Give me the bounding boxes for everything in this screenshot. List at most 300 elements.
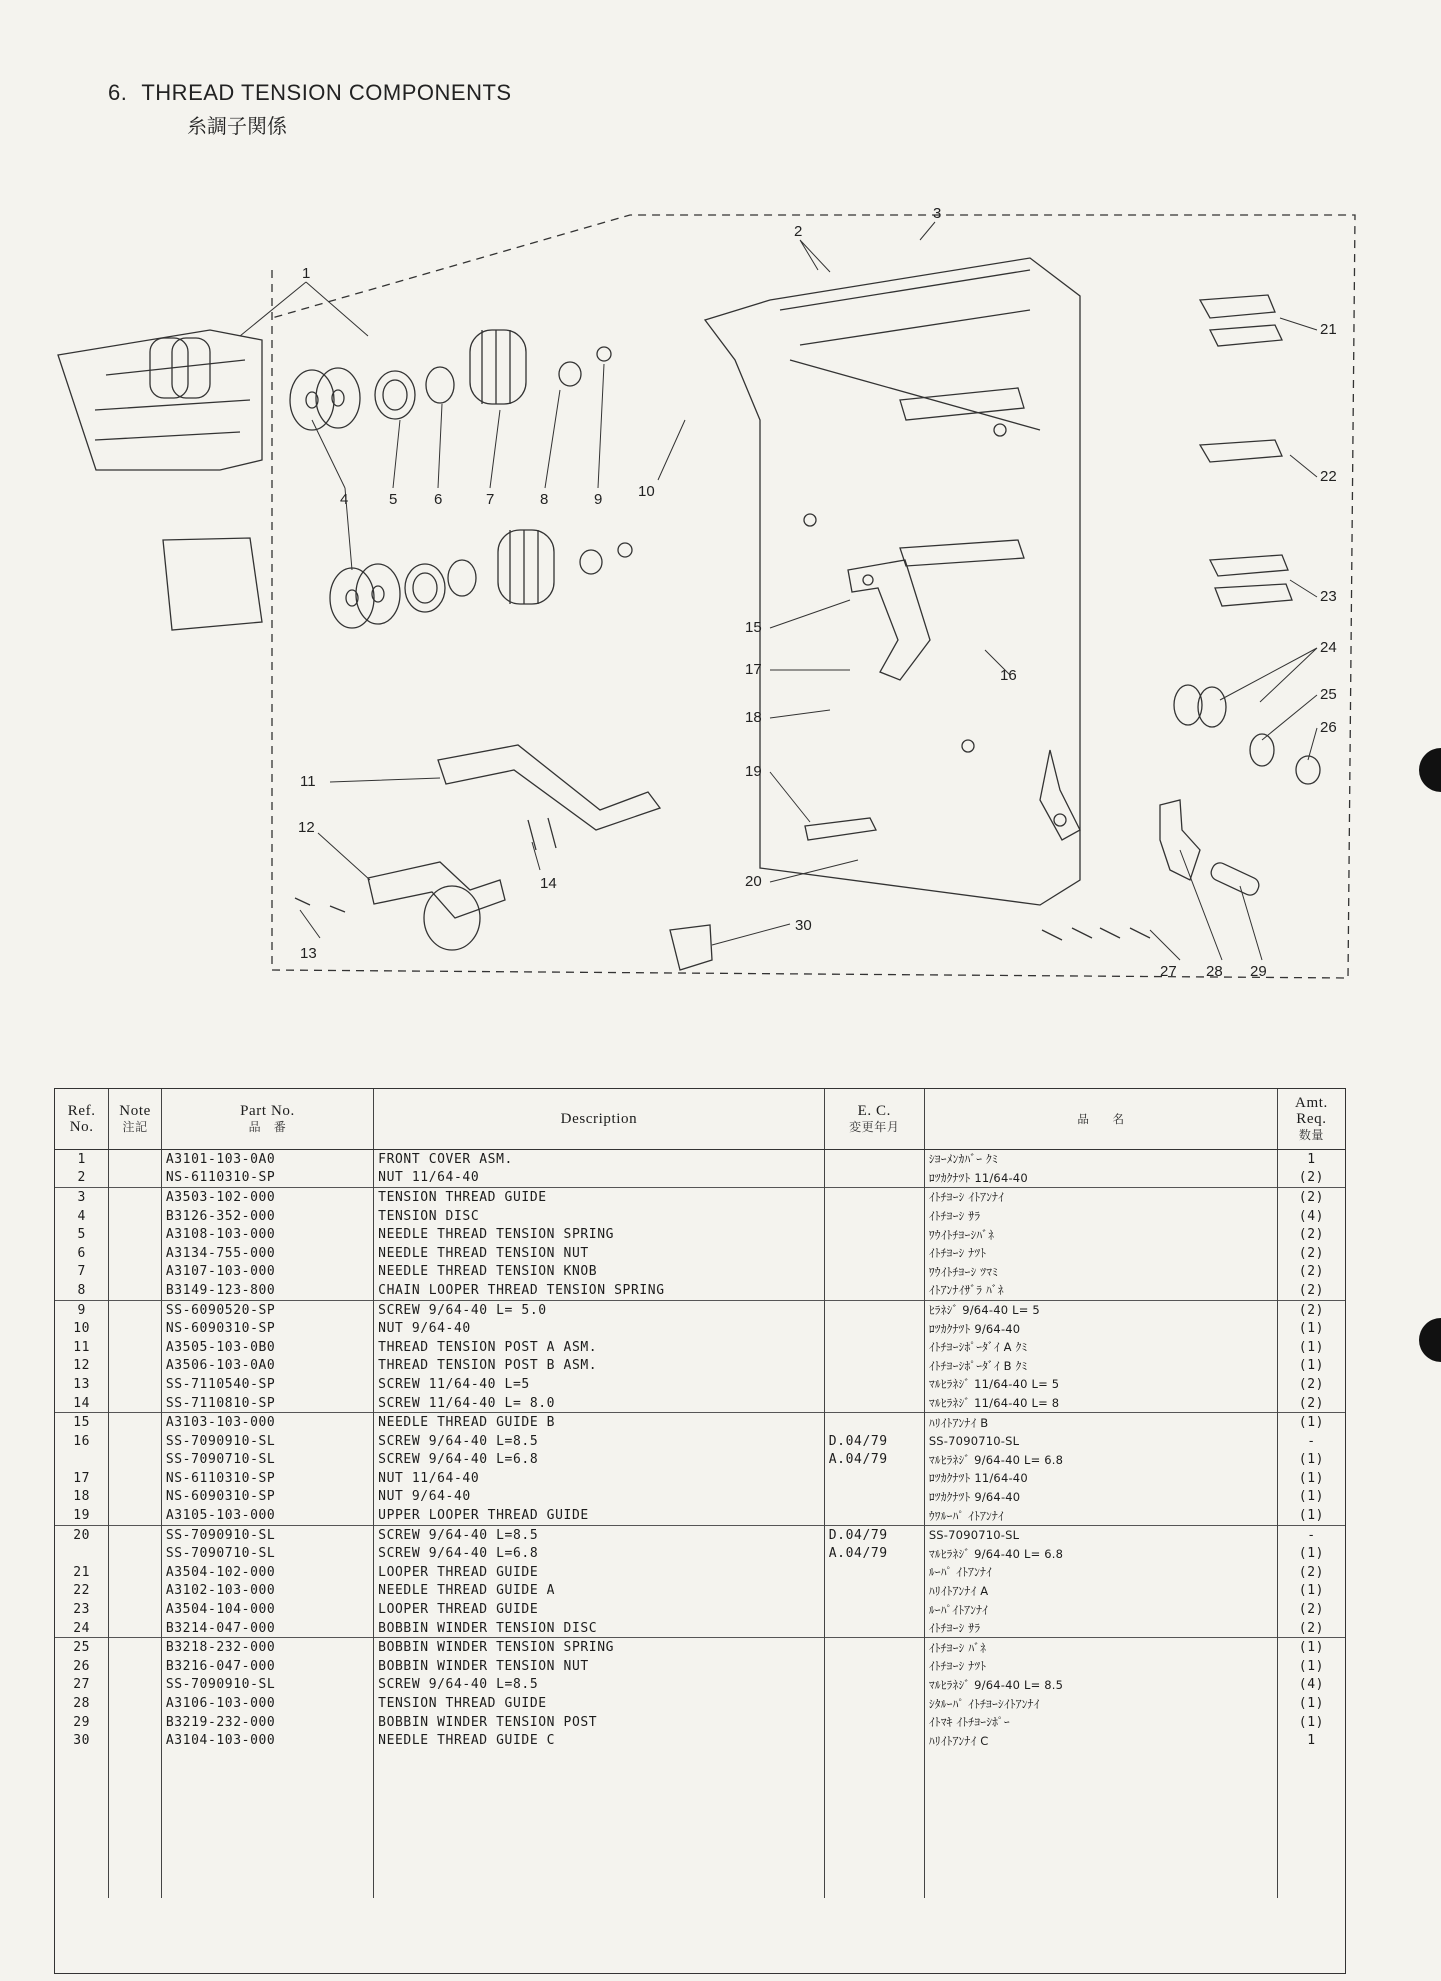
cell-part: NS-6110310-SP [161, 1169, 373, 1188]
cell-jp: ｲﾄﾏｷ ｲﾄﾁﾖｰｼﾎﾟｰ [924, 1713, 1277, 1732]
cell-ref: 12 [55, 1357, 109, 1376]
callout-29: 29 [1250, 963, 1267, 980]
cell-ec [824, 1263, 924, 1282]
callout-20: 20 [745, 873, 762, 890]
cell-note [109, 1600, 161, 1619]
cell-amt: (1) [1277, 1413, 1345, 1432]
cell-part: A3504-104-000 [161, 1600, 373, 1619]
cell-ec [824, 1244, 924, 1263]
cell-amt: (2) [1298, 1376, 1325, 1392]
cell-amt: (1) [1298, 1452, 1325, 1468]
cell-amt: (4) [1298, 1677, 1325, 1693]
cell-ref: 28 [55, 1694, 109, 1713]
cell-jp: ﾊﾘｲﾄｱﾝﾅｲ A [924, 1582, 1277, 1601]
callout-25: 25 [1320, 686, 1337, 703]
callout-6: 6 [434, 491, 443, 508]
callout-27: 27 [1160, 963, 1177, 980]
callout-12: 12 [298, 819, 315, 836]
cell-ec [824, 1469, 924, 1488]
table-row [55, 1657, 1345, 1676]
cell-amt: (1) [1298, 1508, 1325, 1524]
table-row [55, 1676, 1345, 1695]
cell-note [109, 1469, 161, 1488]
cell-ref: 10 [55, 1319, 109, 1338]
cell-amt: (2) [1298, 1564, 1325, 1580]
cell-desc: TENSION THREAD GUIDE [374, 1694, 825, 1713]
cell-ec [824, 1225, 924, 1244]
cell-desc: UPPER LOOPER THREAD GUIDE [374, 1506, 825, 1525]
cell-ec: D.04/79 [824, 1432, 924, 1451]
cell-desc: NEEDLE THREAD TENSION KNOB [374, 1263, 825, 1282]
cell-ref: 30 [55, 1731, 109, 1750]
cell-ec [824, 1150, 924, 1169]
cell-ref: 7 [55, 1263, 109, 1282]
cell-ec [824, 1506, 924, 1525]
cell-part: A3503-102-000 [161, 1188, 373, 1207]
cell-note [109, 1525, 161, 1544]
cell-ref [55, 1544, 109, 1563]
table-row [55, 1375, 1345, 1394]
header-japanese-name: 品 名 [924, 1089, 1277, 1150]
cell-desc: SCREW 9/64-40 L=8.5 [374, 1525, 825, 1544]
cell-ref: 21 [55, 1563, 109, 1582]
cell-ref: 5 [55, 1225, 109, 1244]
cell-jp: ｲﾄﾁﾖｰｼﾎﾟｰﾀﾞｲ A ｸﾐ [924, 1338, 1277, 1357]
cell-jp: ﾛﾂｶｸﾅﾂﾄ 11/64-40 [924, 1169, 1277, 1188]
cell-ec [824, 1713, 924, 1732]
cell-amt: 1 [1277, 1150, 1345, 1169]
cell-amt: (1) [1298, 1714, 1325, 1730]
callout-24: 24 [1320, 639, 1337, 656]
cell-ec [824, 1694, 924, 1713]
header-part-no: Part No. 品 番 [161, 1089, 373, 1150]
cell-ec [824, 1281, 924, 1300]
cell-desc: TENSION DISC [374, 1207, 825, 1226]
cell-note [109, 1582, 161, 1601]
cell-jp: ｲﾄﾁﾖｰｼﾎﾟｰﾀﾞｲ B ｸﾐ [924, 1357, 1277, 1376]
cell-ref: 29 [55, 1713, 109, 1732]
cell-part: SS-7090910-SL [161, 1676, 373, 1695]
cell-note [109, 1713, 161, 1732]
table-row [55, 1225, 1345, 1244]
tension-main-plate [705, 258, 1080, 905]
cell-jp: ﾙｰﾊﾟｲﾄｱﾝﾅｲ [924, 1600, 1277, 1619]
callout-28: 28 [1206, 963, 1223, 980]
cell-note [109, 1638, 161, 1657]
callout-2: 2 [794, 223, 803, 240]
callout-22: 22 [1320, 468, 1337, 485]
cell-jp: ｼﾀﾙｰﾊﾟ ｲﾄﾁﾖｰｼｲﾄｱﾝﾅｲ [924, 1694, 1277, 1713]
looper-guide-23 [1210, 555, 1292, 606]
cell-ref: 8 [55, 1281, 109, 1300]
cell-note [109, 1694, 161, 1713]
cell-desc: NEEDLE THREAD GUIDE A [374, 1582, 825, 1601]
cell-desc: LOOPER THREAD GUIDE [374, 1563, 825, 1582]
cell-jp: ｲﾄﾁﾖｰｼ ｻﾗ [924, 1619, 1277, 1638]
cell-note [109, 1225, 161, 1244]
cell-ref: 26 [55, 1657, 109, 1676]
cell-desc: SCREW 9/64-40 L=8.5 [374, 1676, 825, 1695]
callout-10: 10 [638, 483, 655, 500]
cell-part: A3505-103-0B0 [161, 1338, 373, 1357]
table-row [55, 1525, 1345, 1544]
cell-jp: ｲﾄﾁﾖｰｼ ｲﾄｱﾝﾅｲ [924, 1188, 1277, 1207]
cell-note [109, 1676, 161, 1695]
header-note: Note 注記 [109, 1089, 161, 1150]
cell-amt: (2) [1298, 1264, 1325, 1280]
callout-14: 14 [540, 875, 557, 892]
cell-part: B3126-352-000 [161, 1207, 373, 1226]
cell-amt: (1) [1298, 1696, 1325, 1712]
cell-note [109, 1394, 161, 1413]
table-row [55, 1169, 1345, 1188]
cell-ec [824, 1338, 924, 1357]
cell-ec [824, 1357, 924, 1376]
cell-note [109, 1544, 161, 1563]
cell-note [109, 1319, 161, 1338]
callout-7: 7 [486, 491, 495, 508]
cell-jp: ｲﾄﾁﾖｰｼ ｻﾗ [924, 1207, 1277, 1226]
cell-amt: (1) [1298, 1470, 1325, 1486]
cell-part: A3134-755-000 [161, 1244, 373, 1263]
cell-amt: 1 [1307, 1733, 1316, 1749]
cell-ref: 3 [55, 1188, 109, 1207]
table-row [55, 1451, 1345, 1470]
table-row [55, 1488, 1345, 1507]
cell-part: B3214-047-000 [161, 1619, 373, 1638]
cell-ec: A.04/79 [824, 1451, 924, 1470]
cell-amt: (2) [1298, 1395, 1325, 1411]
cell-jp: ｼﾖｰﾒﾝｶﾊﾞｰ ｸﾐ [924, 1150, 1277, 1169]
table-row [55, 1694, 1345, 1713]
cell-jp: ｲﾄﾁﾖｰｼ ﾊﾞﾈ [924, 1638, 1277, 1657]
cell-desc: BOBBIN WINDER TENSION SPRING [374, 1638, 825, 1657]
cell-amt: (2) [1277, 1300, 1345, 1319]
cell-amt: (2) [1298, 1245, 1325, 1261]
cell-desc: TENSION THREAD GUIDE [374, 1188, 825, 1207]
cell-amt: (2) [1298, 1170, 1325, 1186]
cell-ec [824, 1563, 924, 1582]
tension-post-b [368, 862, 505, 918]
cell-part: B3149-123-800 [161, 1281, 373, 1300]
cell-jp: ｲﾄﾁﾖｰｼ ﾅﾂﾄ [924, 1657, 1277, 1676]
cell-jp: ﾏﾙﾋﾗﾈｼﾞ 9/64-40 L= 8.5 [924, 1676, 1277, 1695]
callout-16: 16 [1000, 667, 1017, 684]
cell-note [109, 1432, 161, 1451]
header-amount: Amt. Req. 数量 [1277, 1089, 1345, 1150]
cell-ec [824, 1619, 924, 1638]
table-empty-space [55, 1750, 1345, 1898]
cell-note [109, 1731, 161, 1750]
table-row [55, 1600, 1345, 1619]
cell-part: SS-7110810-SP [161, 1394, 373, 1413]
binder-hole-lower [1419, 1318, 1441, 1362]
cell-ec [824, 1413, 924, 1432]
cell-ec [824, 1731, 924, 1750]
cell-amt: (2) [1298, 1282, 1325, 1298]
cell-desc: NEEDLE THREAD TENSION NUT [374, 1244, 825, 1263]
table-row [55, 1207, 1345, 1226]
cell-note [109, 1375, 161, 1394]
cell-note [109, 1207, 161, 1226]
cell-ref: 23 [55, 1600, 109, 1619]
cell-desc: SCREW 9/64-40 L= 5.0 [374, 1300, 825, 1319]
table-row [55, 1506, 1345, 1525]
cell-part: SS-7090710-SL [161, 1544, 373, 1563]
cell-part: NS-6090310-SP [161, 1319, 373, 1338]
cell-part: SS-7110540-SP [161, 1375, 373, 1394]
table-row [55, 1394, 1345, 1413]
cell-ref: 20 [55, 1525, 109, 1544]
cell-jp: SS-7090710-SL [924, 1432, 1277, 1451]
cell-note [109, 1338, 161, 1357]
table-row [55, 1319, 1345, 1338]
cell-note [109, 1150, 161, 1169]
table-row [55, 1544, 1345, 1563]
cell-ref: 19 [55, 1506, 109, 1525]
cell-ref: 9 [55, 1300, 109, 1319]
cell-desc: BOBBIN WINDER TENSION NUT [374, 1657, 825, 1676]
cell-part: B3219-232-000 [161, 1713, 373, 1732]
cell-part: B3216-047-000 [161, 1657, 373, 1676]
cell-ec [824, 1638, 924, 1657]
table-row [55, 1619, 1345, 1638]
cell-part: NS-6090310-SP [161, 1488, 373, 1507]
cell-ref: 1 [55, 1150, 109, 1169]
callout-30: 30 [795, 917, 812, 934]
cell-part: A3504-102-000 [161, 1563, 373, 1582]
tension-assembly-upper [290, 330, 611, 430]
cell-note [109, 1263, 161, 1282]
cell-desc: LOOPER THREAD GUIDE [374, 1600, 825, 1619]
cell-part: A3104-103-000 [161, 1731, 373, 1750]
cell-amt: (1) [1298, 1546, 1325, 1562]
cell-amt: - [1277, 1525, 1345, 1544]
cell-ref: 17 [55, 1469, 109, 1488]
cell-jp: ﾋﾗﾈｼﾞ 9/64-40 L= 5 [924, 1300, 1277, 1319]
cell-part: A3106-103-000 [161, 1694, 373, 1713]
cell-jp: ﾊﾘｲﾄｱﾝﾅｲ C [924, 1731, 1277, 1750]
cell-ref: 18 [55, 1488, 109, 1507]
cell-ref: 24 [55, 1619, 109, 1638]
cell-note [109, 1657, 161, 1676]
callout-26: 26 [1320, 719, 1337, 736]
front-cover-inset [58, 330, 262, 470]
cell-amt: (1) [1298, 1321, 1325, 1337]
cell-desc: NUT 9/64-40 [374, 1319, 825, 1338]
cell-note [109, 1357, 161, 1376]
callout-23: 23 [1320, 588, 1337, 605]
cell-amt: (1) [1298, 1358, 1325, 1374]
cell-part: A3107-103-000 [161, 1263, 373, 1282]
cell-desc: NEEDLE THREAD GUIDE C [374, 1731, 825, 1750]
table-row [55, 1638, 1345, 1657]
needle-guide-22 [1200, 440, 1282, 462]
cell-part: A3506-103-0A0 [161, 1357, 373, 1376]
cell-ref: 25 [55, 1638, 109, 1657]
cell-note [109, 1188, 161, 1207]
cell-jp: ﾙｰﾊﾟ ｲﾄｱﾝﾅｲ [924, 1563, 1277, 1582]
cell-ec [824, 1169, 924, 1188]
table-row [55, 1432, 1345, 1451]
cell-jp: ｲﾄﾁﾖｰｼ ﾅﾂﾄ [924, 1244, 1277, 1263]
table-row [55, 1244, 1345, 1263]
cell-ref: 22 [55, 1582, 109, 1601]
table-row [55, 1582, 1345, 1601]
callout-13: 13 [300, 945, 317, 962]
cell-jp: SS-7090710-SL [924, 1525, 1277, 1544]
callout-1: 1 [302, 265, 311, 282]
cell-ec [824, 1188, 924, 1207]
table-row [55, 1263, 1345, 1282]
table-row [55, 1338, 1345, 1357]
cell-ec [824, 1488, 924, 1507]
cell-ec [824, 1394, 924, 1413]
cell-desc: SCREW 11/64-40 L= 8.0 [374, 1394, 825, 1413]
cell-desc: BOBBIN WINDER TENSION POST [374, 1713, 825, 1732]
cell-amt: (2) [1298, 1602, 1325, 1618]
cell-desc: BOBBIN WINDER TENSION DISC [374, 1619, 825, 1638]
table-row [55, 1713, 1345, 1732]
cell-desc: SCREW 9/64-40 L=8.5 [374, 1432, 825, 1451]
callout-17: 17 [745, 661, 762, 678]
section-title-jp: 糸調子関係 [187, 114, 287, 138]
cell-amt: (4) [1298, 1208, 1325, 1224]
cell-note [109, 1563, 161, 1582]
cell-ec: A.04/79 [824, 1544, 924, 1563]
cell-jp: ﾏﾙﾋﾗﾈｼﾞ 11/64-40 L= 8 [924, 1394, 1277, 1413]
header-description: Description [374, 1089, 825, 1150]
cell-ec [824, 1300, 924, 1319]
cell-desc: SCREW 9/64-40 L=6.8 [374, 1544, 825, 1563]
cell-amt: (1) [1277, 1638, 1345, 1657]
tension-assembly-lower [330, 530, 632, 628]
cell-amt: - [1307, 1433, 1316, 1449]
cell-desc: FRONT COVER ASM. [374, 1150, 825, 1169]
cell-note [109, 1169, 161, 1188]
callout-19: 19 [745, 763, 762, 780]
cell-desc: NUT 11/64-40 [374, 1169, 825, 1188]
table-header-row [55, 1089, 1345, 1150]
cell-part: A3108-103-000 [161, 1225, 373, 1244]
cell-jp: ｳﾜﾙｰﾊﾟ ｲﾄｱﾝﾅｲ [924, 1506, 1277, 1525]
cell-note [109, 1281, 161, 1300]
cell-part: SS-7090710-SL [161, 1451, 373, 1470]
cell-amt: (1) [1298, 1339, 1325, 1355]
table-row [55, 1188, 1345, 1207]
cell-ec [824, 1676, 924, 1695]
cell-ec: D.04/79 [824, 1525, 924, 1544]
cell-desc: THREAD TENSION POST A ASM. [374, 1338, 825, 1357]
cell-note [109, 1300, 161, 1319]
cell-part: A3101-103-0A0 [161, 1150, 373, 1169]
cell-ec [824, 1319, 924, 1338]
cell-desc: THREAD TENSION POST B ASM. [374, 1357, 825, 1376]
cell-jp: ﾛﾂｶｸﾅﾂﾄ 9/64-40 [924, 1488, 1277, 1507]
cell-ref: 13 [55, 1375, 109, 1394]
cell-ec [824, 1600, 924, 1619]
cell-note [109, 1451, 161, 1470]
cell-amt: (2) [1298, 1227, 1325, 1243]
cell-ec [824, 1207, 924, 1226]
cell-desc: NEEDLE THREAD GUIDE B [374, 1413, 825, 1432]
cell-ec [824, 1582, 924, 1601]
cell-ref: 6 [55, 1244, 109, 1263]
looper-guide-21 [1200, 295, 1282, 346]
cell-note [109, 1488, 161, 1507]
cell-amt: (2) [1277, 1188, 1345, 1207]
cell-jp: ﾏﾙﾋﾗﾈｼﾞ 11/64-40 L= 5 [924, 1375, 1277, 1394]
callout-5: 5 [389, 491, 398, 508]
cell-part: B3218-232-000 [161, 1638, 373, 1657]
cell-ec [824, 1657, 924, 1676]
section-number: 6. [108, 80, 128, 105]
callout-8: 8 [540, 491, 549, 508]
callout-9: 9 [594, 491, 603, 508]
cell-part: NS-6110310-SP [161, 1469, 373, 1488]
callout-3: 3 [933, 205, 942, 222]
cell-part: A3102-103-000 [161, 1582, 373, 1601]
cell-note [109, 1506, 161, 1525]
cell-part: SS-7090910-SL [161, 1432, 373, 1451]
cell-desc: CHAIN LOOPER THREAD TENSION SPRING [374, 1281, 825, 1300]
cell-part: SS-7090910-SL [161, 1525, 373, 1544]
cell-ref: 15 [55, 1413, 109, 1432]
cell-ref: 14 [55, 1394, 109, 1413]
cell-part: A3105-103-000 [161, 1506, 373, 1525]
cell-note [109, 1619, 161, 1638]
cell-part: SS-6090520-SP [161, 1300, 373, 1319]
callout-21: 21 [1320, 321, 1337, 338]
cell-amt: (1) [1298, 1489, 1325, 1505]
cell-desc: NUT 9/64-40 [374, 1488, 825, 1507]
cell-amt: (2) [1298, 1620, 1325, 1636]
cell-part: A3103-103-000 [161, 1413, 373, 1432]
cell-amt: (1) [1298, 1583, 1325, 1599]
table-row [55, 1731, 1345, 1750]
table-row [55, 1150, 1345, 1169]
cell-jp: ﾜｳｲﾄﾁﾖｰｼ ﾂﾏﾐ [924, 1263, 1277, 1282]
cell-note [109, 1244, 161, 1263]
cell-ref: 27 [55, 1676, 109, 1695]
cell-jp: ﾏﾙﾋﾗﾈｼﾞ 9/64-40 L= 6.8 [924, 1544, 1277, 1563]
cell-ref: 2 [55, 1169, 109, 1188]
parts-list-table [54, 1088, 1346, 1974]
header-ec: E. C. 変更年月 [824, 1089, 924, 1150]
cell-ref: 4 [55, 1207, 109, 1226]
cell-ref: 16 [55, 1432, 109, 1451]
callout-11: 11 [300, 773, 316, 790]
cell-amt: (1) [1298, 1658, 1325, 1674]
cell-jp: ﾜｳｲﾄﾁﾖｰｼﾊﾞﾈ [924, 1225, 1277, 1244]
cell-jp: ﾛﾂｶｸﾅﾂﾄ 9/64-40 [924, 1319, 1277, 1338]
cell-ec [824, 1375, 924, 1394]
table-row [55, 1413, 1345, 1432]
cell-note [109, 1413, 161, 1432]
callout-18: 18 [745, 709, 762, 726]
cell-ref [55, 1451, 109, 1470]
callout-15: 15 [745, 619, 762, 636]
table-row [55, 1300, 1345, 1319]
callout-4: 4 [340, 491, 349, 508]
cell-desc: NEEDLE THREAD TENSION SPRING [374, 1225, 825, 1244]
cell-jp: ﾏﾙﾋﾗﾈｼﾞ 9/64-40 L= 6.8 [924, 1451, 1277, 1470]
cell-desc: SCREW 9/64-40 L=6.8 [374, 1451, 825, 1470]
cell-jp: ｲﾄｱﾝﾅｲｻﾞﾗ ﾊﾞﾈ [924, 1281, 1277, 1300]
cell-desc: SCREW 11/64-40 L=5 [374, 1375, 825, 1394]
cell-desc: NUT 11/64-40 [374, 1469, 825, 1488]
table-row [55, 1469, 1345, 1488]
